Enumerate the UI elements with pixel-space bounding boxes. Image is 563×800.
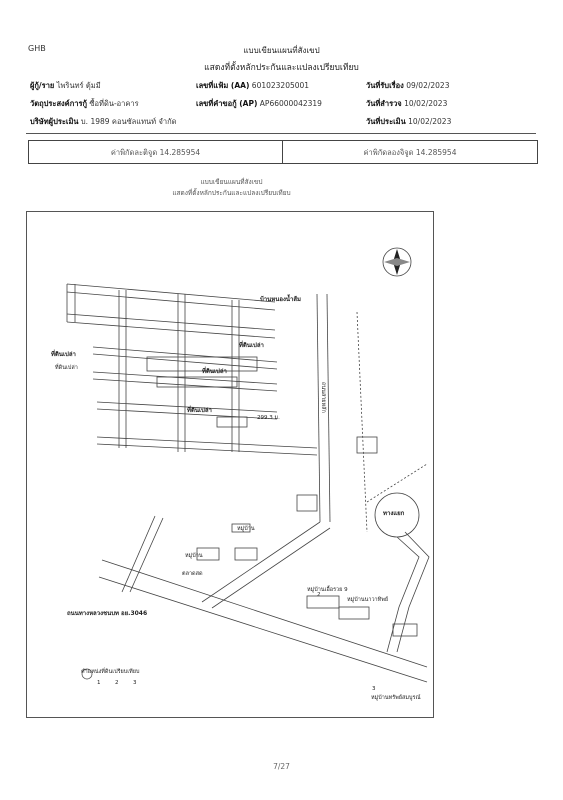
file-no-value: 601023205001: [251, 81, 310, 90]
page-number: 7/27: [273, 762, 290, 771]
map-label-legend-2: 2: [115, 680, 119, 686]
map-label-vacant-5: ที่ดินเปล่า: [55, 365, 78, 371]
map-label-intersection: ทางแยก: [383, 510, 405, 517]
map-label-distance: 299.3 ม.: [257, 415, 280, 421]
map-subtitle: แสดงที่ตั้งหลักประกันและแปลงเปรียบเทียบ: [172, 189, 291, 197]
north-arrow-icon: [383, 248, 411, 276]
received-row: [366, 80, 449, 92]
map-label-market: ตลาดสด: [182, 571, 203, 577]
map-label-village-1: หมู่บ้าน: [185, 553, 203, 559]
map-label-vacant-1: ที่ดินเปล่า: [51, 351, 76, 358]
latitude-text: ค่าพิกัดละติจูด 14.285954: [110, 148, 201, 157]
request-no-label: เลขที่คำขอกู้ (AP): [196, 99, 258, 108]
borrower-label: ผู้กู้/ราย: [30, 81, 55, 90]
map-label-vacant-4: ที่ดินเปล่า: [187, 407, 212, 414]
request-no-value: AP66000042319: [259, 99, 322, 108]
file-no-row: [196, 80, 309, 92]
map-label-num-2: 2: [317, 592, 321, 598]
map-title: แบบเขียนแผนที่สังเขป: [200, 178, 263, 186]
appraiser-label: บริษัทผู้ประเมิน: [30, 117, 79, 126]
map-label-legend-title: ตำแหน่งที่ดินเปรียบเทียบ: [81, 669, 140, 675]
purpose-value: ซื้อที่ดิน-อาคาร: [89, 99, 139, 108]
coordinate-box: [28, 140, 538, 164]
longitude-text: ค่าพิกัดลองจิจูด 14.285954: [363, 148, 457, 157]
map-label-vacant-3: ที่ดินเปล่า: [202, 368, 227, 375]
borrower-value: ไพรินทร์ ตุ้มมี: [56, 81, 101, 90]
purpose-row: [30, 98, 139, 110]
map-label-village-top: บ้านหนองน้ำส้ม: [260, 296, 301, 303]
map-label-legend-1: 1: [97, 680, 101, 686]
map-label-highway: ถนนทางหลวงชนบท อย.3046: [67, 610, 148, 617]
map-drawing: [27, 212, 433, 717]
survey-label: วันที่สำรวจ: [366, 99, 402, 108]
divider: [26, 133, 536, 134]
appraiser-value: บ. 1989 คอนซัลแทนท์ จำกัด: [80, 117, 177, 126]
file-no-label: เลขที่แฟ้ม (AA): [196, 81, 250, 90]
appraise-label: วันที่ประเมิน: [366, 117, 406, 126]
received-label: วันที่รับเรื่อง: [366, 81, 404, 90]
appraiser-row: [30, 116, 177, 128]
received-value: 09/02/2023: [406, 81, 450, 90]
map-label-legend-3: 3: [133, 680, 137, 686]
map-label-village-3: หมู่บ้านเอื้อรวย 9: [307, 587, 348, 593]
map-label-village-4: หมู่บ้านนาวาทิพย์: [347, 597, 389, 603]
map-label-village-2: หมู่บ้าน: [237, 526, 255, 532]
appraise-row: [366, 116, 451, 128]
document-title: แบบเขียนแผนที่สังเขป: [243, 46, 320, 55]
survey-row: [366, 98, 447, 110]
purpose-label: วัตถุประสงค์การกู้: [30, 99, 88, 108]
logo-text: GHB: [28, 44, 46, 53]
survey-value: 10/02/2023: [404, 99, 448, 108]
map-label-road-main: ถนนสายหลัก: [320, 382, 326, 413]
appraise-value: 10/02/2023: [408, 117, 452, 126]
map-label-num-3: 3: [372, 686, 376, 692]
borrower-row: [30, 80, 101, 92]
map-frame: [26, 211, 434, 718]
document-subtitle: แสดงที่ตั้งหลักประกันและแปลงเปรียบเทียบ: [204, 63, 359, 73]
map-label-vacant-2: ที่ดินเปล่า: [239, 342, 264, 349]
map-label-village-5: หมู่บ้านทรัพย์สมบูรณ์: [371, 695, 421, 701]
request-no-row: [196, 98, 322, 110]
